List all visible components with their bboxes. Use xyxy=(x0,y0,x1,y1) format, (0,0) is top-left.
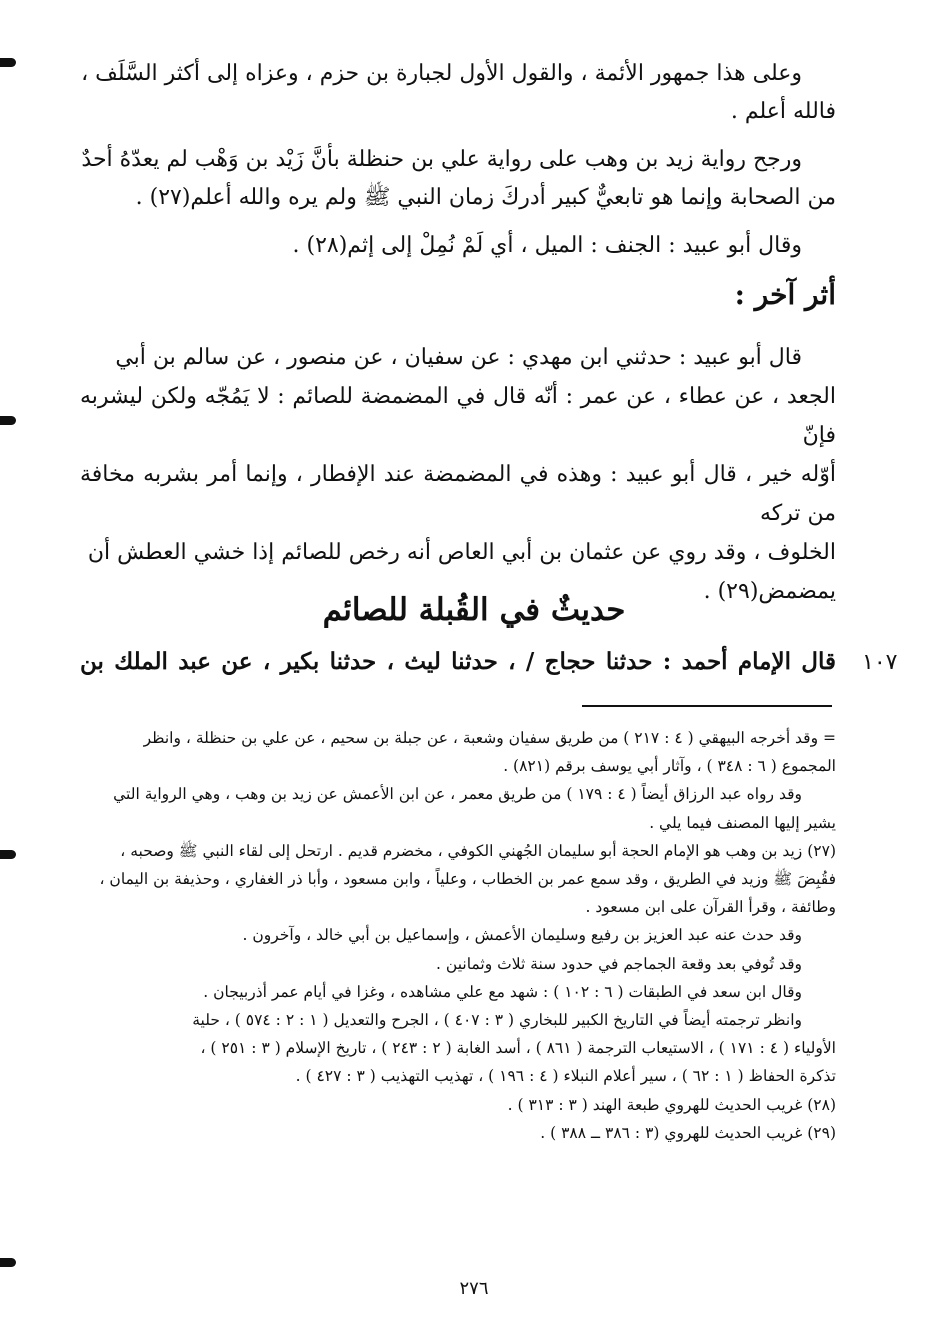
binding-mark xyxy=(0,1258,16,1267)
athar-text-block xyxy=(80,338,836,611)
text-line: قال أبو عبيد : حدثني ابن مهدي : عن سفيان ، عن منصور ، عن سالم بن أبي xyxy=(115,345,802,370)
footnotes-block xyxy=(80,724,836,1147)
text-line: وعلى هذا جمهور الأئمة ، والقول الأول لجبارة بن حزم ، وعزاه إلى أكثر السَّلَف ، xyxy=(81,61,802,86)
footnote-line: = وقد أخرجه البيهقي ( ٤ : ٢١٧ ) من طريق سفيان وشعبة ، عن جبلة بن سحيم ، عن علي بن حنظلة ، وانظر xyxy=(143,729,836,747)
page-number: ٢٧٦ xyxy=(459,1278,489,1299)
text-line: من الصحابة وإنما هو تابعيٌّ كبير أدركَ زمان النبي ﷺ ولم يره والله أعلم(٢٧) . xyxy=(135,185,836,210)
hadith-opening-line: قال الإمام أحمد : حدثنا حجاج / ، حدثنا ليث ، حدثنا بكير ، عن عبد الملك بن xyxy=(80,648,836,675)
binding-mark xyxy=(0,850,16,859)
hadith-number: ١٠٧ xyxy=(862,650,898,675)
footnote-line: وقال ابن سعد في الطبقات ( ٦ : ١٠٢ ) : شهد مع علي مشاهده ، وغزا في أيام عمر أذربيجان . xyxy=(203,982,802,1001)
footnote-line: الأولياء ( ٤ : ١٧١ ) ، الاستيعاب الترجمة ( ٨٦١ ) ، أسد الغابة ( ٢ : ٢٤٣ ) ، تاريخ الإسلام ( ٣ : ٢٥١ ) ، xyxy=(200,1039,836,1058)
footnote-line: يشير إليها المصنف فيما يلي . xyxy=(649,813,836,832)
footnote-line: المجموع ( ٦ : ٣٤٨ ) ، وآثار أبي يوسف برقم (٨٢١) . xyxy=(503,757,836,776)
footnote-separator xyxy=(582,705,832,707)
text-line: الجعد ، عن عطاء ، عن عمر : أنّه قال في المضمضة للصائم : لا يَمُجّه ولكن ليشربه فإنّ xyxy=(80,384,836,448)
text-line: فالله أعلم . xyxy=(730,99,836,124)
text-line: أوّله خير ، قال أبو عبيد : وهذه في المضمضة عند الإفطار ، وإنما أمر بشربه مخافة من تركه xyxy=(80,462,836,526)
footnote-line: (٢٨) غريب الحديث للهروي طبعة الهند ( ٣ : ٣١٣ ) . xyxy=(507,1095,836,1114)
main-text-block xyxy=(80,55,836,265)
footnote-line: فقُبِضَ ﷺ وزيد في الطريق ، وقد سمع عمر بن الخطاب ، وعلياً ، وابن مسعود ، وأبا ذر الغفاري ، وحذيفة بن اليمان ، xyxy=(99,870,836,889)
footnote-line: وطائفة ، وقرأ القرآن على ابن مسعود . xyxy=(585,898,836,917)
text-line: ورجح رواية زيد بن وهب على رواية علي بن حنظلة بأنَّ زَيْد بن وَهْب لم يعدّهُ أحدٌ xyxy=(81,147,802,172)
text-line: الخلوف ، وقد روي عن عثمان بن أبي العاص أنه رخص للصائم إذا خشي العطش أن xyxy=(87,540,836,565)
binding-mark xyxy=(0,416,16,425)
chapter-title: حديثٌ في القُبلة للصائم xyxy=(322,592,626,628)
footnote-line: وقد رواه عبد الرزاق أيضاً ( ٤ : ١٧٩ ) من طريق معمر ، عن ابن الأعمش عن زيد بن وهب ، وهي الرواية التي xyxy=(113,785,802,804)
footnote-line: وقد حدث عنه عبد العزيز بن رفيع وسليمان الأعمش ، وإسماعيل بن أبي خالد ، وآخرون . xyxy=(242,926,802,945)
footnote-line: (٢٧) زيد بن وهب هو الإمام الحجة أبو سليمان الجُهني الكوفي ، مخضرم قديم . ارتحل إلى لقاء النبي ﷺ وصحبه ، xyxy=(120,841,836,860)
text-line: يمضمض(٢٩) . xyxy=(703,579,836,604)
footnote-line: (٢٩) غريب الحديث للهروي (٣ : ٣٨٦ ــ ٣٨٨ ) . xyxy=(540,1123,836,1142)
section-heading: أثر آخر : xyxy=(734,278,836,311)
footnote-line: تذكرة الحفاظ ( ١ : ٦٢ ) ، سير أعلام النبلاء ( ٤ : ١٩٦ ) ، تهذيب التهذيب ( ٣ : ٤٢٧ ) . xyxy=(295,1067,836,1086)
binding-mark xyxy=(0,58,16,67)
footnote-line: وانظر ترجمته أيضاً في التاريخ الكبير للبخاري ( ٣ : ٤٠٧ ) ، الجرح والتعديل ( ١ : ٢ : ٥٧٤ ) ، حلية xyxy=(192,1011,802,1030)
text-line: وقال أبو عبيد : الجنف : الميل ، أي لَمْ نُمِلْ إلى إثم(٢٨) . xyxy=(292,233,802,258)
footnote-line: وقد تُوفي بعد وقعة الجماجم في حدود سنة ثلاث وثمانين . xyxy=(436,954,802,973)
